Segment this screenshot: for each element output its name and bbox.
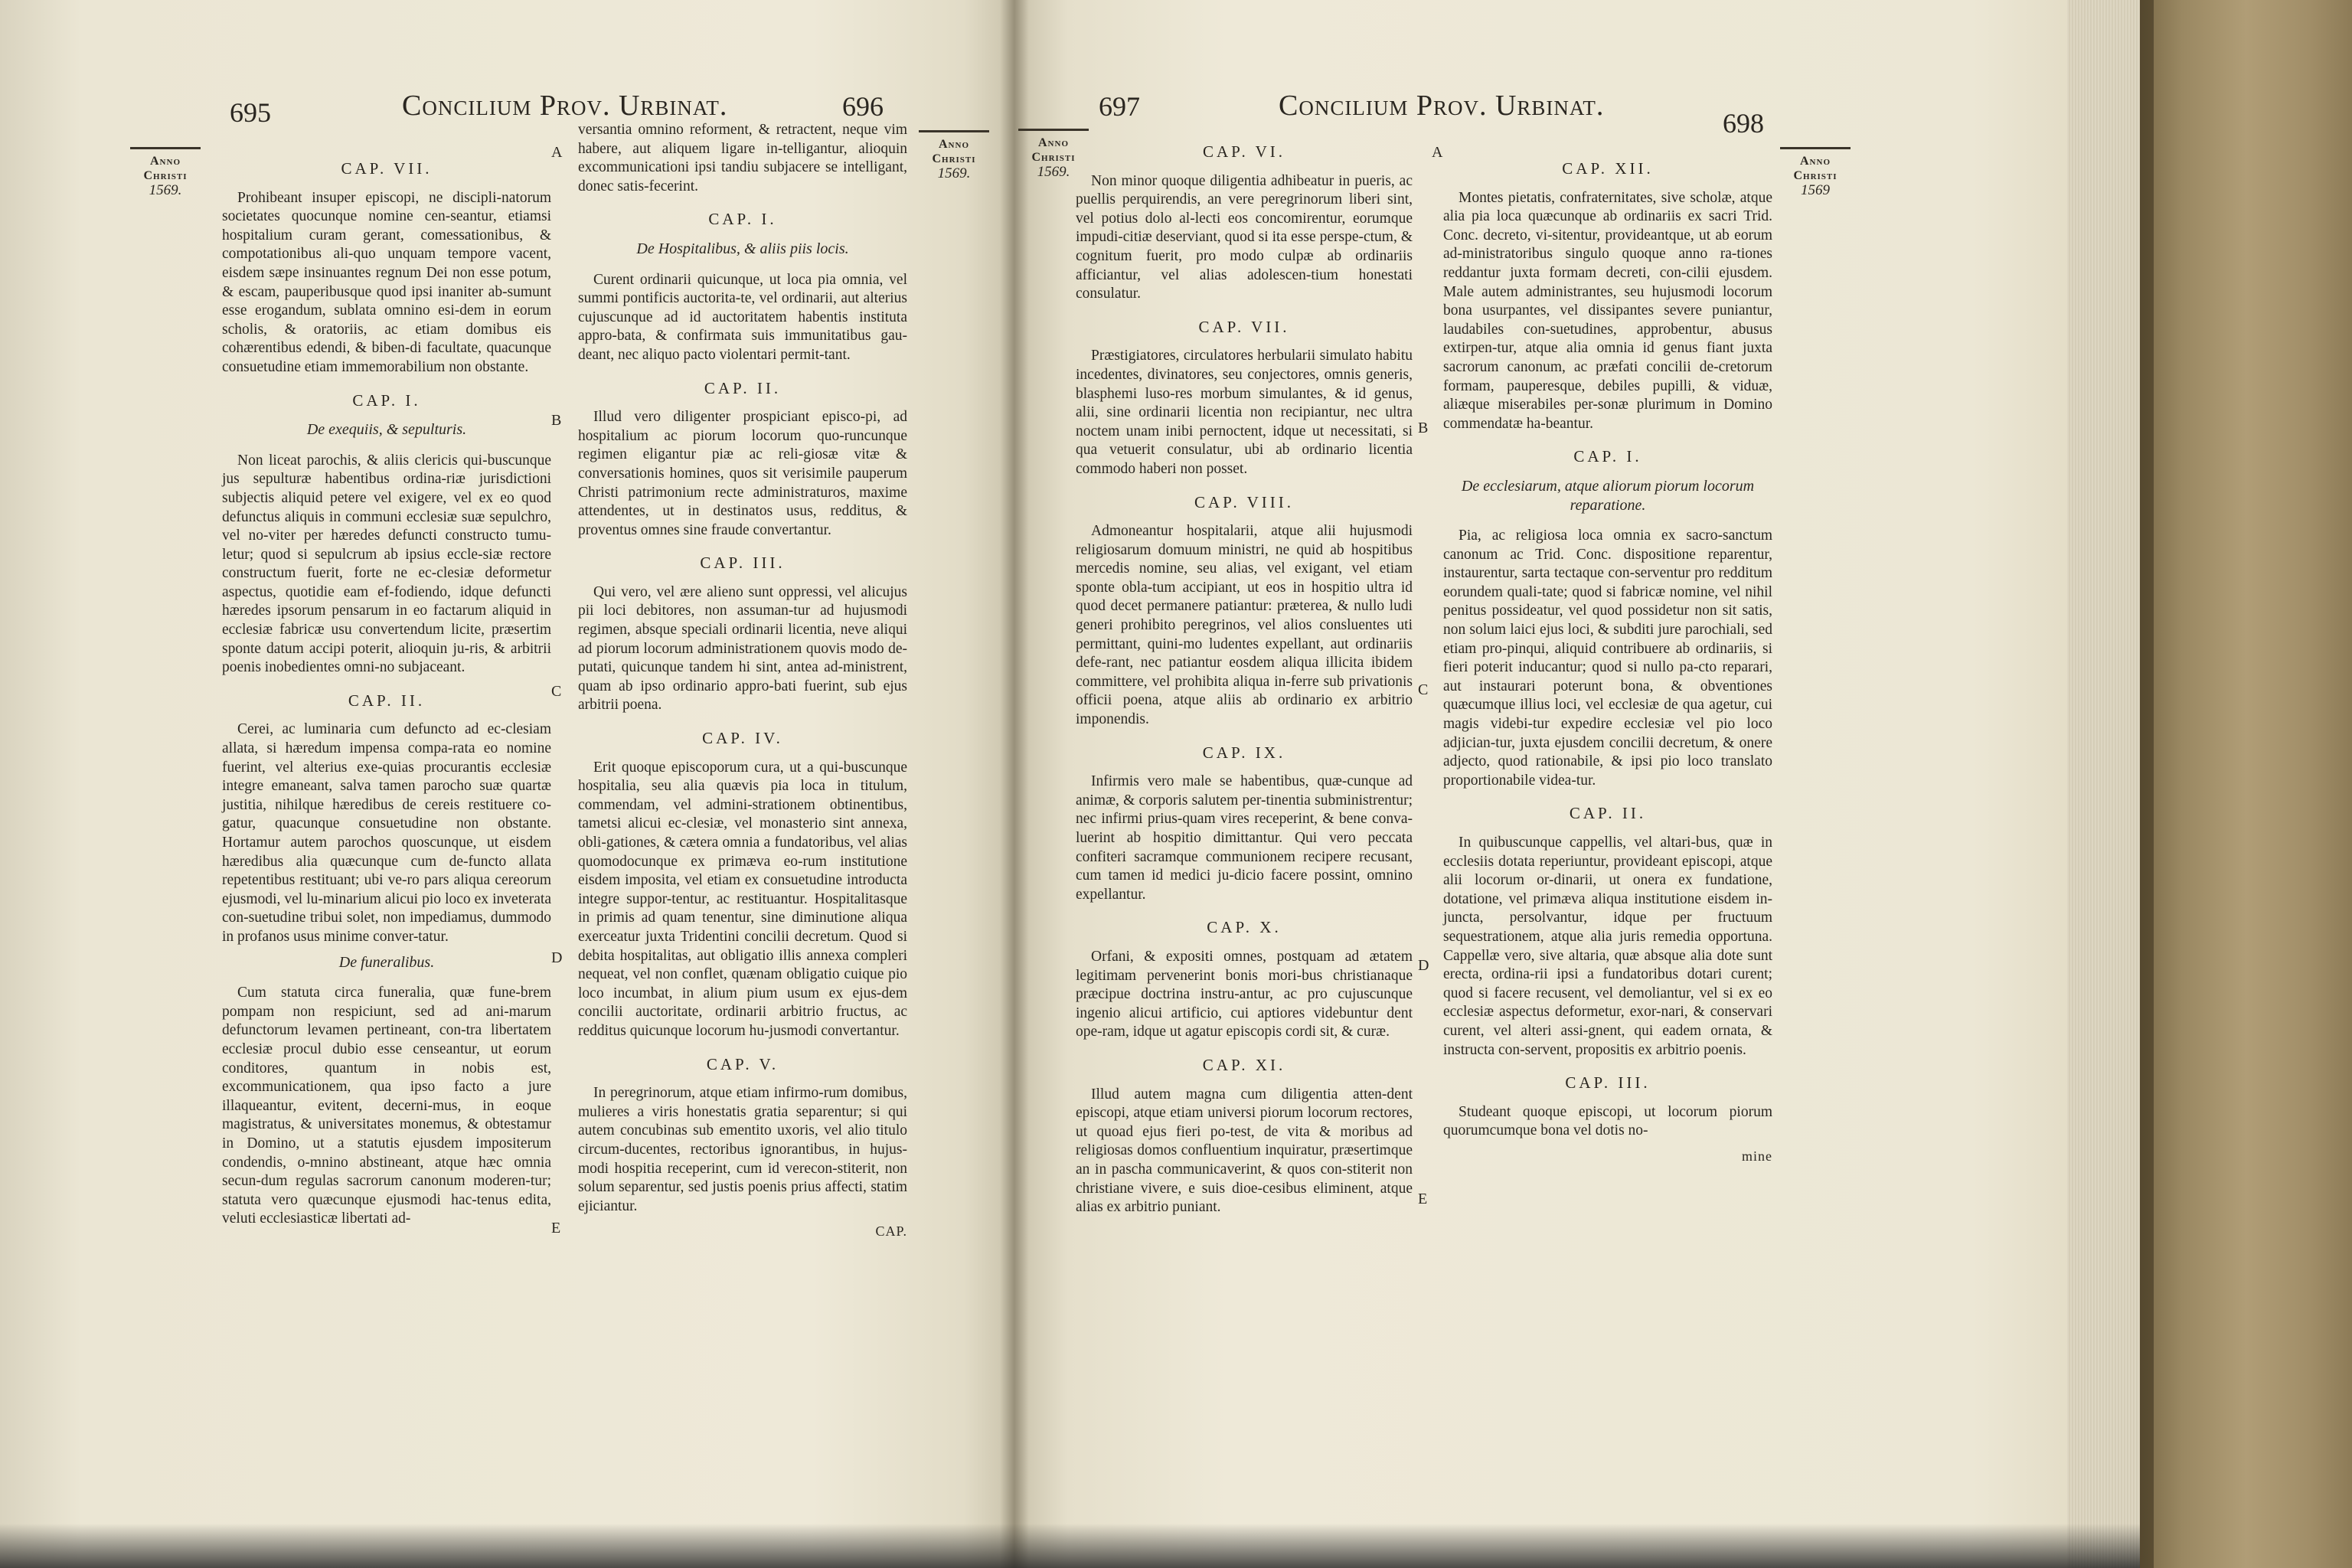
margin-letter-c: C	[551, 683, 562, 700]
chapter-heading: CAP. VII.	[341, 159, 433, 178]
cover-shadow	[2140, 0, 2154, 1568]
catchword: CAP.	[875, 1223, 907, 1240]
left-page-column-2	[578, 121, 907, 1241]
running-head-left: Concilium Prov. Urbinat.	[402, 90, 728, 122]
paragraph: Admoneantur hospitalarii, atque alii hujusmodi religiosarum domuum ministri, ne quid ab hospitibus mercedis nomine, seu alias, vel exigant, vel etiam sponte obla-tum accipiant, ut eos in hospitio ultra id quod decet permanere patiantur: præterea, & nullo ludi generi prohibito peregrinos, vel alios consluentes uti permittant, quini-mo ludentes expellant, aut ordinariis defe-rant, nec patiantur eosdem aliqua illicita ibidem committere, vel prohibita aliqua in-ferre sub privationis officii poena, atque aliis ab ordinario ex arbitrio imponendis.	[1076, 523, 1413, 728]
book-cover	[2140, 0, 2352, 1568]
page-number-697: 697	[1099, 91, 1140, 122]
paragraph: Curent ordinarii quicunque, ut loca pia omnia, vel summi pontificis auctorita-te, vel ordinarii, aut alterius cujuscunque ad id auctoritatem habentis instituta appro-bata, & confirmata suis immunitatibus gau-deant, nec aliquo pacto violentari permit-tant.	[578, 271, 907, 363]
margin-letter-a: A	[551, 144, 563, 161]
christi-label: Christi	[1031, 151, 1076, 164]
chapter-heading: CAP. XI.	[1202, 1055, 1286, 1074]
paragraph: Prohibeant insuper episcopi, ne discipli-natorum societates quocunque nomine cen-seantur, etiamsi hospitalium curam gerant, comessationibus, & compotationibus ali-quo unquam tempore vacent, eisdem sæpe insinuantes regnum Dei non esse potum, & escam, pauperibusque quod ipsi inaniter ab-sumunt esse erogandum, sublata omnino esi-dem in eorum scholis, & oratoriis, ac etiam domibus eis cohærentibus edendi, & biben-di facultate, quacunque consuetudine etiam immemorabilium non obstante.	[222, 189, 551, 375]
chapter-heading: CAP. I.	[1573, 447, 1642, 466]
margin-letter-c: C	[1418, 681, 1429, 698]
margin-letter-a: A	[1432, 144, 1443, 161]
anno-label: Anno	[1800, 155, 1831, 168]
chapter-heading: CAP. V.	[706, 1054, 779, 1073]
catchword: mine	[1742, 1148, 1772, 1164]
anno-rule	[1780, 147, 1851, 149]
chapter-heading: CAP. VI.	[1202, 142, 1286, 161]
paragraph: In quibuscunque cappellis, vel altari-bus, quæ in ecclesiis dotata reperiuntur, provideant episcopi, atque alii locorum or-dinarii, ut onera ex fundatione, dotatione, vel primæva aliqua institutione eisdem in-juncta, persolvantur, idque per fructuum sequestrationem, atque alia juris remedia opportuna. Cappellæ vero, sive altaria, quæ absque alia dote sunt erecta, ordina-rii ipsi a fundatoribus dotari curent; quod si facere recusent, vel demoliantur, vel si ex eo ecclesiæ aspectus deformetur, exor-nari, & conservari curent, vel alteri assi-gnent, qui eadem ornata, & instructa con-servent, propositis ex arbitrio poenis.	[1443, 835, 1772, 1058]
christi-label: Christi	[143, 169, 188, 182]
right-page-column-2	[1443, 145, 1772, 1166]
table-shadow	[0, 1524, 2140, 1568]
anno-christi-right	[1780, 147, 1851, 198]
paragraph: In peregrinorum, atque etiam infirmo-rum domibus, mulieres a viris honestatis gratia separentur; si qui autem concubinas sub ementito uxoris, vel alio titulo circum-ducentes, rectoribus ignorantibus, in hujus-modi hospitia receperint, cum id verecon-stiterit, non solum separentur, sed justis poenis prius affecti, statim ejiciantur.	[578, 1085, 907, 1214]
anno-christi-right	[919, 130, 989, 181]
section-subtitle: De funeralibus.	[338, 953, 435, 971]
chapter-heading: CAP. VII.	[1198, 317, 1290, 336]
chapter-heading: CAP. II.	[704, 378, 782, 397]
book-gutter	[1000, 0, 1029, 1568]
margin-letter-e: E	[1418, 1191, 1428, 1207]
chapter-heading: CAP. XII.	[1562, 159, 1654, 178]
anno-year: 1569.	[1037, 164, 1070, 180]
chapter-heading: CAP. IV.	[702, 729, 783, 748]
chapter-heading: CAP. I.	[708, 210, 777, 229]
page-edges	[2067, 0, 2140, 1568]
margin-letter-b: B	[1418, 420, 1429, 436]
chapter-heading: CAP. III.	[1565, 1073, 1651, 1093]
chapter-heading: CAP. III.	[700, 554, 786, 573]
chapter-heading: CAP. IX.	[1202, 743, 1286, 762]
anno-label: Anno	[1038, 136, 1069, 149]
anno-rule	[919, 130, 989, 132]
anno-label: Anno	[150, 155, 181, 168]
anno-rule	[130, 147, 201, 149]
paragraph: Erit quoque episcoporum cura, ut a qui-buscunque hospitalia, seu alia quævis pia loca in titulum, commendam, vel admini-strationem obtinentibus, tametsi alicui ec-clesiæ, vel monasterio sint annexa, obli-gationes, & cætera omnia a fundatoribus, vel alias quomodocunque ex primæva eo-rum institutione eisdem imposita, vel etiam ex consuetudine introducta integre suppor-tentur, ac restituantur. Hospitalitasque in primis ad quam tenentur, sine diminutione aliqua exerceatur juxta Tridentini concilii decretum. Quod si debita hospitalitas, aut obligatio illis annexa compleri nequeat, vel non conflet, quænam obligatio cuique pio loco incumbat, in alium pium usum ex ejus-dem concilii auctoritate, ordinarii arbitrio fructus, ac redditus quicunque locorum hu-jusmodi convertantur.	[578, 759, 907, 1039]
page-number-695: 695	[230, 97, 271, 128]
paragraph: Qui vero, vel ære alieno sunt oppressi, vel alicujus pii loci debitores, non assuman-tur ad hujusmodi regimen, absque speciali ordinarii licentia, neve aliqui ad piorum locorum administrationem quovis modo de-putati, quicunque tandem hi sint, antea ad-ministrent, quam ab ipso ordinario appro-bati fuerint, sub ejus arbitrii poena.	[578, 583, 907, 714]
section-subtitle: De ecclesiarum, atque aliorum piorum locorum reparatione.	[1461, 477, 1755, 514]
page-number-696: 696	[842, 91, 884, 122]
left-page	[0, 0, 1014, 1568]
chapter-heading: CAP. X.	[1207, 918, 1282, 937]
chapter-heading: CAP. VIII.	[1194, 492, 1295, 511]
paragraph: Infirmis vero male se habentibus, quæ-cunque ad animæ, & corporis salutem per-tinentia subministrentur; nec infirmi prius-quam vires receperint, & bene conva-luerint ab hospitio dimittantur. Qui vero peccata confiteri sacramque communionem recipere recusant, cum tamen id medici ju-dicio facere possint, omnino expellantur.	[1076, 773, 1413, 903]
page-number-698: 698	[1723, 108, 1764, 139]
margin-letter-d: D	[1418, 957, 1429, 974]
margin-letter-b: B	[551, 412, 562, 429]
paragraph: Pia, ac religiosa loca omnia ex sacro-sanctum canonum ac Trid. Conc. dispositione reparentur, instaurentur, sarta tectaque con-serventur pro redditum eorundem quali-tate; quod si fabricæ nomine, vel nihil penitus possideatur, vel quod possidetur non sit satis, non solum laici ejus loci, & subditi jure parochiali, sed etiam pro-pinqui, aliquid contribuere ab ordinariis, si fieri poterit inducantur; quod si nullo pa-cto reparari, aut instaurari poterunt bona, & obventiones quæcumque illius loci, vel ecclesiæ de qua agetur, cui magis videbi-tur expedire ecclesiæ vel pio loco adjician-tur, juxta ejusdem concilii decretum, & onere adjecto, quod rationabile, & ipsi pio loco translato proportionabile videa-tur.	[1443, 528, 1772, 789]
right-page-column-1	[1076, 129, 1413, 1223]
left-page-column-1	[222, 145, 551, 1235]
paragraph: Illud autem magna cum diligentia atten-dent episcopi, atque etiam universi piorum locorum rectores, ut quoad ejus fieri po-test, de vita & moribus ad religiosas domos confluentium inquiratur, præsertimque an in pascha communicaverint, & quos con-stiterit non christiane vivere, e suis dioe-cesibus eliminent, atque alias ex arbitrio puniant.	[1076, 1086, 1413, 1216]
margin-letter-d: D	[551, 949, 563, 966]
margin-letter-e: E	[551, 1220, 561, 1236]
chapter-heading: CAP. I.	[352, 390, 421, 410]
right-page	[1014, 0, 2079, 1568]
anno-year: 1569.	[937, 165, 971, 181]
paragraph: Montes pietatis, confraternitates, sive scholæ, atque alia pia loca quæcunque ab ordinariis ex sacri Trid. Conc. decreto, vi-sitentur, provideantque, ut ab eorum ad-ministratoribus singulo quoque anno ra-tiones reddantur juxta formam decreti, con-cilii ejusdem. Male autem administrantes, seu hujusmodi locorum bona usurpantes, vel dissipantes severe puniantur, laudabiles con-suetudines, approbentur, abusus extirpen-tur, atque alia omnia id genus fiant juxta sacrorum canonum, ac præfati concilii de-cretorum formam, pauperesque, debiles pupilli, & viduæ, aliæque miserabiles per-sonæ plurimum in Domino commendatæ ha-beantur.	[1443, 189, 1772, 432]
paragraph: Præstigiatores, circulatores herbularii simulato habitu incedentes, divinatores, seu conjectores, omnis generis, blasphemi luso-res morbum simulantes, & id genus, alii, sine ordinarii licentia non recipiantur, nec ultra noctem unam inibi pernoctent, idque ut necessitati, si qua vetuerit consulatur, ubi ab ordinario licentia commodo haberi non posset.	[1076, 348, 1413, 477]
chapter-heading: CAP. II.	[348, 691, 426, 710]
anno-label: Anno	[939, 138, 969, 151]
paragraph: Non minor quoque diligentia adhibeatur in pueris, ac puellis perquirendis, an vere peregrinorum liberi sint, vel potius dolo al-lecti eos concomirentur, eorumque impudi-citiæ deserviant, quod si ita esse perspe-ctum, & cognitum fuerit, pro modo culpæ ab ordinariis afficiantur, vel alias adolescen-tium honestati consulatur.	[1076, 172, 1413, 302]
anno-year: 1569	[1801, 182, 1830, 198]
anno-christi-left	[130, 147, 201, 198]
paragraph: Illud vero diligenter prospiciant episco-pi, ad hospitalium ac piorum locorum quo-runcunque regimen eligantur piæ ac reli-giosæ vitæ & conversationis homines, quos sit verisimile pauperum Christi patrimonium recte administraturos, maxime attendentes, ut in destinatos usus, redditus, & proventus omnes sine fraude convertantur.	[578, 409, 907, 538]
section-subtitle: De exequiis, & sepulturis.	[306, 421, 467, 439]
christi-label: Christi	[932, 152, 976, 165]
anno-year: 1569.	[149, 182, 182, 198]
section-subtitle: De Hospitalibus, & aliis piis locis.	[636, 240, 849, 257]
paragraph: Studeant quoque episcopi, ut locorum piorum quorumcumque bona vel dotis no-	[1443, 1103, 1772, 1139]
paragraph: Orfani, & expositi omnes, postquam ad ætatem legitimam pervenerint bonis mori-bus christianaque præcipue doctrina instru-antur, ac pro cujuscunque ingenio alicui artificio, cui aptiores videbuntur dent ope-ram, idque ut agatur episcopis cordi sit, & curæ.	[1076, 948, 1413, 1040]
paragraph: Cerei, ac luminaria cum defuncto ad ec-clesiam allata, si hæredum impensa compa-rata eo nomine fuerint, vel alterius exe-quias procurantis ecclesiæ integre emaneant, salva tamen parocho suæ quartæ justitia, nihilque hæredibus de cereis restituere co-gatur, quacunque consuetudine non obstante. Hortamur autem parochos quoscunque, ut eisdem hæredibus alia quæcunque cum de-functo allata repetentibus restituant; ubi ve-ro pars aliqua cereorum ejusmodi, vel lu-minarium alicui pio loco ex inveterata con-suetudine tribui solet, non impediamus, dummodo in profanos usus minime conver-tatur.	[222, 721, 551, 945]
christi-label: Christi	[1793, 169, 1838, 182]
running-head-right: Concilium Prov. Urbinat.	[1279, 90, 1605, 122]
paragraph: Non liceat parochis, & aliis clericis qui-buscunque jus sepulturæ habentibus ordina-riæ jurisdictioni subjectis aliquid petere vel exigere, vel ex eo quod defunctus aliquis in communi ecclesiæ suæ sepulchro, vel no-viter per hæredes defuncti constructo tumu-letur; quod si sepulcrum ab ipsius eccle-siæ rectore constructum fuerit, forte ne ec-clesiæ deformetur aspectus, quotidie eam ef-fodiendo, idque defuncti hæredes ipsorum pensarum in eo factarum aliquid in ecclesiæ fabricæ usu convertendum licite, præsertim sponte datum accipi poterit, alioquin ju-ris, & arbitrii poenis inobedientes omni-no subjaceant.	[222, 452, 551, 676]
paragraph: versantia omnino reforment, & retractent, neque vim habere, aut aliquem ligare in-telligantur, alioquin excommunicationi ipsi tandiu subjacere se intelligant, donec satis-fecerint.	[578, 122, 907, 194]
chapter-heading: CAP. II.	[1569, 804, 1647, 823]
paragraph: Cum statuta circa funeralia, quæ fune-brem pompam non respiciunt, sed ad ani-marum defunctorum levamen pertineant, con-tra libertatem ecclesiæ procul dubio esse censeantur, ut eorum conditores, quantum in nobis est, excommunicationem, qua ipso facto a jure illaqueantur, evitent, decerni-mus, in eoque magistratus, & universitates monemus, & obtestamur in Domino, ut a statutis ejusdem impositerum condendis, o-mnino abstineant, atque hæc omnia secun-dum regulas sacrorum canonum moderen-tur; statuta vero quæcunque ejusmodi hac-tenus edita, veluti ecclesiasticæ libertati ad-	[222, 985, 551, 1227]
